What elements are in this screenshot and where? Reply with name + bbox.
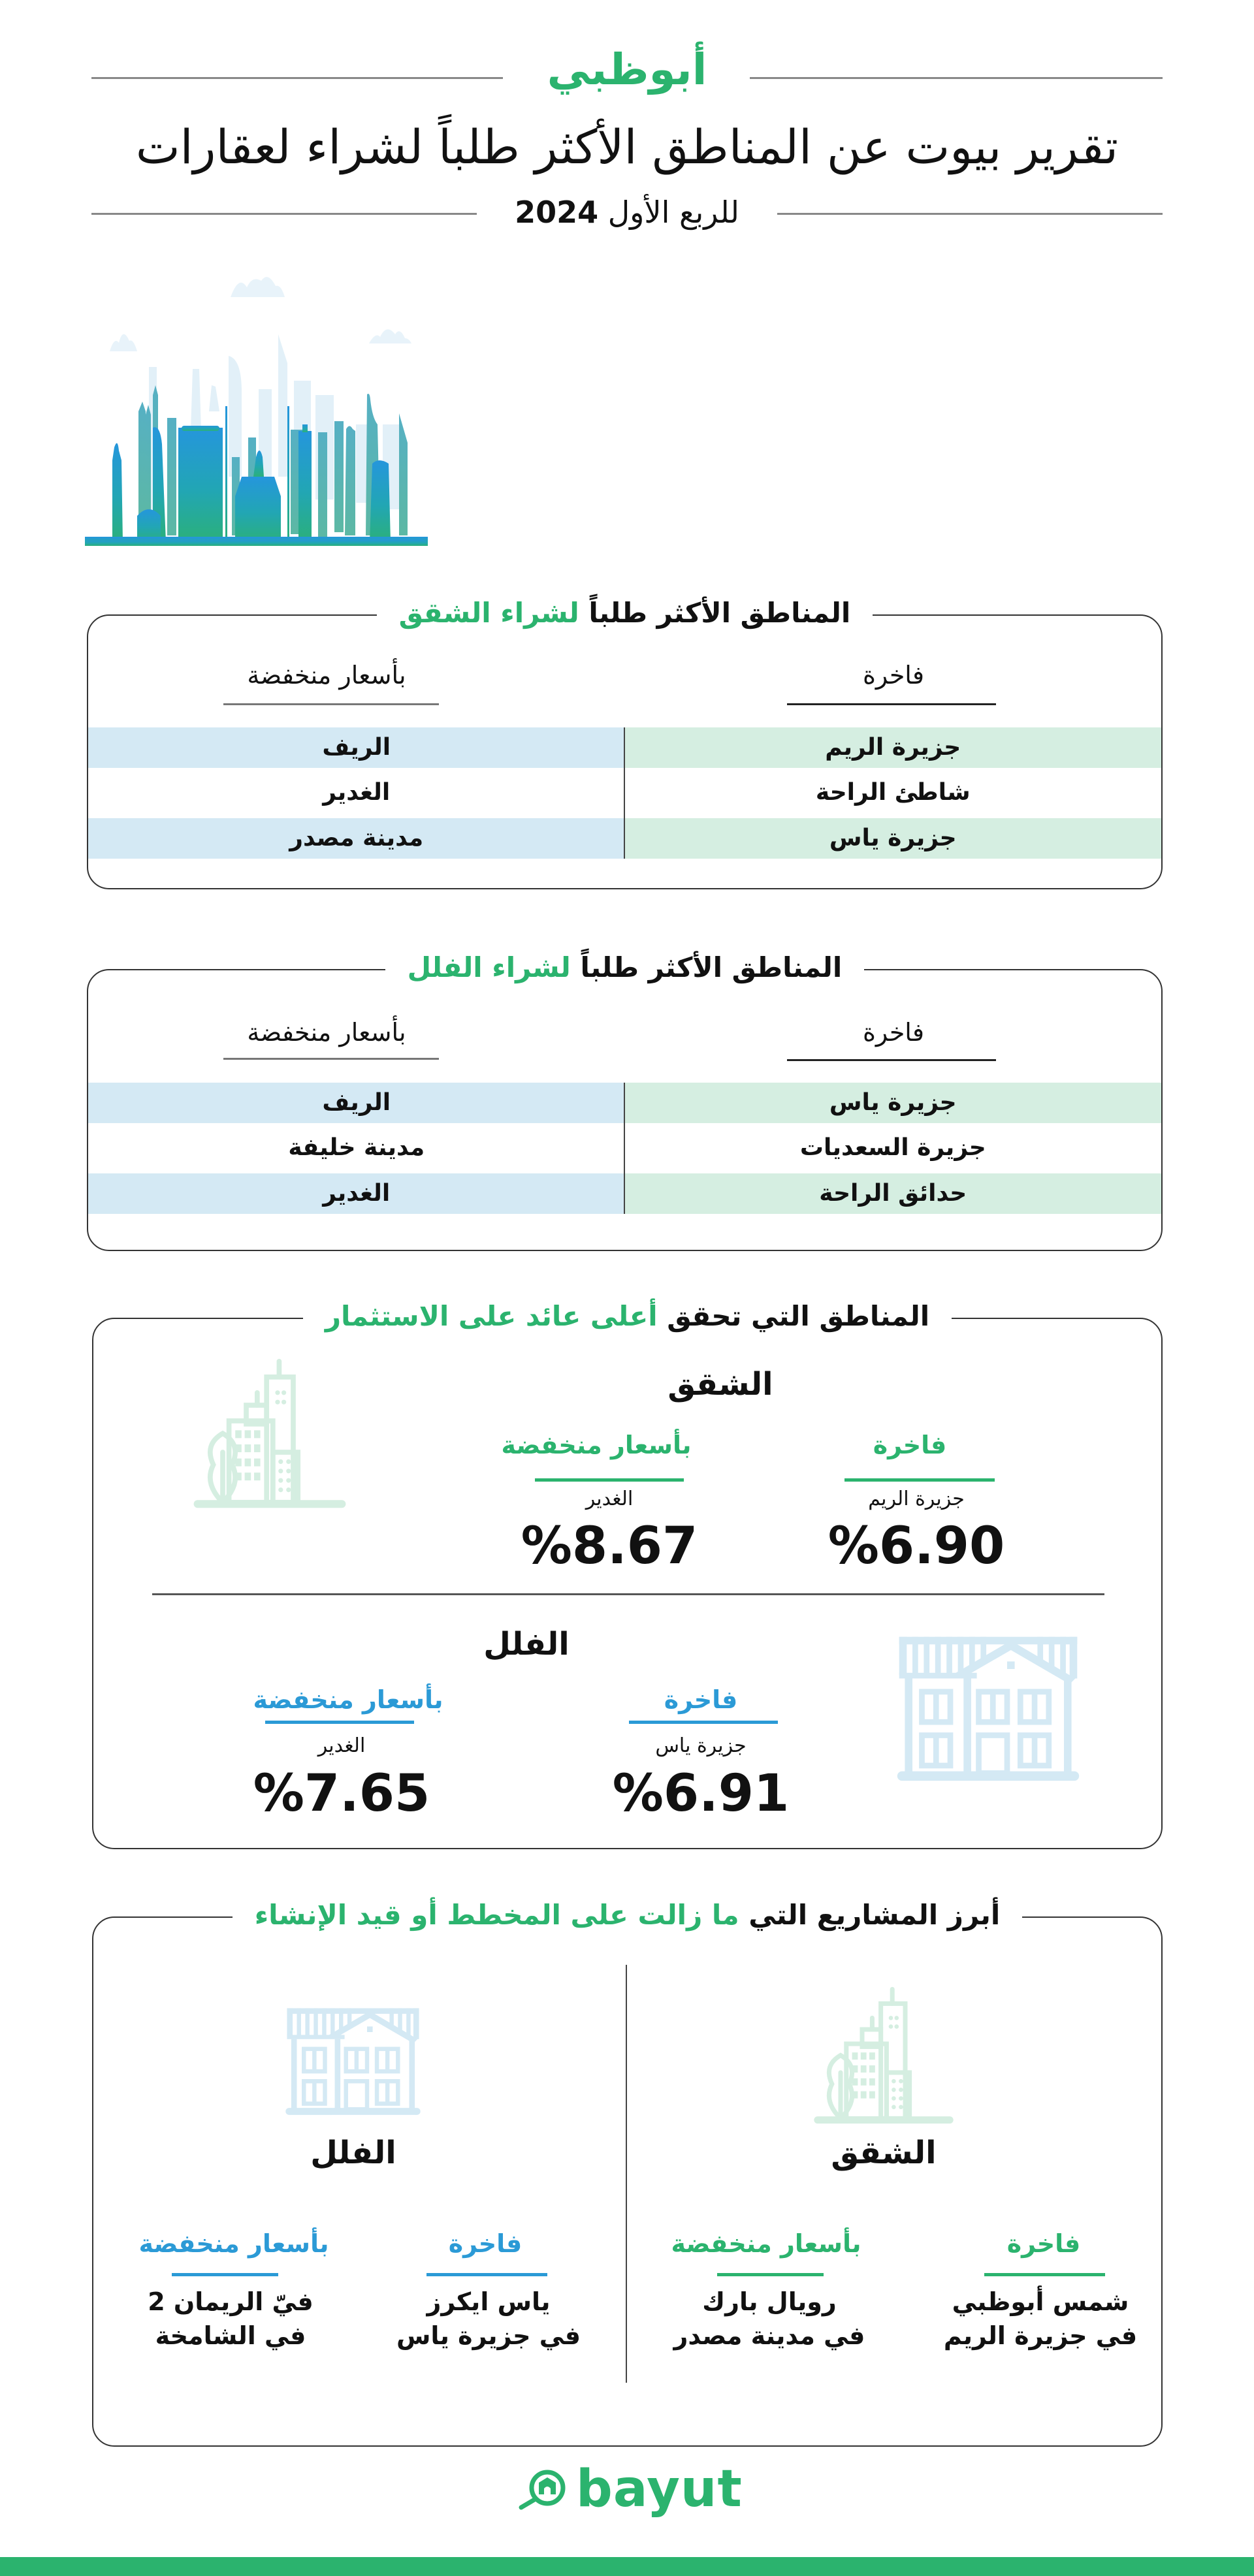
roi-apartments-luxury-value: %6.90 xyxy=(828,1517,1005,1576)
offplan-apartments-luxury-label: فاخرة xyxy=(1006,2229,1081,2258)
offplan-villas-affordable-project xyxy=(133,2285,329,2353)
project-location: في الشامخة xyxy=(155,2321,306,2350)
apartments-demand-title xyxy=(88,594,1161,633)
roi-apartments-affordable-label: بأسعار منخفضة xyxy=(501,1431,692,1459)
offplan-apartments-affordable-label: بأسعار منخفضة xyxy=(671,2229,861,2258)
column-header-luxury: فاخرة xyxy=(862,661,925,690)
affordable-area: مدينة خليفة xyxy=(288,1134,425,1161)
luxury-area: جزيرة ياس xyxy=(625,818,1162,859)
offplan-apartments-affordable-underline xyxy=(717,2273,824,2276)
roi-title xyxy=(93,1297,1161,1336)
roi-villas-luxury-area: جزيرة ياس xyxy=(655,1734,747,1757)
bayut-logo xyxy=(516,2460,743,2524)
offplan-villas-luxury-project xyxy=(387,2285,590,2353)
brand-wordmark: bayut xyxy=(576,2460,743,2519)
roi-apartments-affordable-area: الغدير xyxy=(585,1487,634,1510)
project-name: ياس ايكرز xyxy=(426,2287,551,2316)
column-header-luxury-underline xyxy=(787,1059,996,1061)
affordable-area: مدينة مصدر xyxy=(88,818,625,859)
column-header-luxury: فاخرة xyxy=(862,1018,925,1047)
offplan-villas-heading: الفلل xyxy=(310,2135,396,2171)
offplan-apartments-affordable-project xyxy=(668,2285,871,2353)
period-year: 2024 xyxy=(515,195,599,230)
villas-demand-title xyxy=(88,948,1161,987)
project-location: في جزيرة الريم xyxy=(943,2321,1138,2350)
offplan-villas-affordable-underline xyxy=(172,2273,278,2276)
project-location: في مدينة مصدر xyxy=(673,2321,865,2350)
roi-villas-affordable-area: الغدير xyxy=(317,1734,366,1757)
column-divider xyxy=(624,727,625,859)
title-prefix: المناطق التي تحقق xyxy=(667,1300,930,1332)
luxury-area: جزيرة ياس xyxy=(625,1083,1162,1123)
column-header-affordable: بأسعار منخفضة xyxy=(247,661,406,690)
affordable-area: الغدير xyxy=(323,779,391,806)
roi-apartments-heading: الشقق xyxy=(667,1366,773,1403)
roi-villas-affordable-label: بأسعار منخفضة xyxy=(253,1685,443,1714)
period-label: للربع الأول xyxy=(607,195,739,230)
villas-demand-card xyxy=(87,951,1163,1251)
luxury-area: جزيرة السعديات xyxy=(799,1134,986,1161)
title-highlight: لشراء الشقق xyxy=(398,597,579,629)
title-highlight: أعلى عائد على الاستثمار xyxy=(325,1300,658,1332)
offplan-projects-card xyxy=(92,1899,1163,2447)
offplan-apartments-heading: الشقق xyxy=(831,2135,937,2171)
column-divider xyxy=(624,1083,625,1214)
affordable-area: الريف xyxy=(88,1083,625,1123)
project-name: شمس أبوظبي xyxy=(952,2287,1129,2316)
apartment-building-icon xyxy=(191,1358,348,1515)
roi-apartments-luxury-underline xyxy=(844,1478,995,1482)
column-header-affordable-underline xyxy=(223,703,439,705)
offplan-title xyxy=(93,1896,1161,1935)
project-location: في جزيرة ياس xyxy=(396,2321,581,2350)
cloud-icon xyxy=(110,277,411,351)
offplan-villas-affordable-label: بأسعار منخفضة xyxy=(138,2229,329,2258)
column-header-affordable: بأسعار منخفضة xyxy=(247,1018,406,1047)
report-title: تقرير بيوت عن المناطق الأكثر طلباً لشراء لعقارات xyxy=(135,119,1119,174)
city-title: أبوظبي xyxy=(547,44,707,95)
roi-villas-luxury-label: فاخرة xyxy=(664,1685,738,1714)
roi-apartments-luxury-area: جزيرة الريم xyxy=(868,1487,965,1510)
apartment-building-icon xyxy=(812,1986,956,2130)
roi-villas-affordable-underline xyxy=(265,1721,414,1724)
roi-villas-luxury-underline xyxy=(629,1721,778,1724)
title-prefix: أبرز المشاريع التي xyxy=(748,1899,1001,1931)
offplan-villas-luxury-underline xyxy=(426,2273,547,2276)
affordable-area: الغدير xyxy=(88,1173,625,1214)
roi-section-divider xyxy=(152,1593,1104,1595)
title-prefix: المناطق الأكثر طلباً xyxy=(580,951,843,983)
offplan-apartments-luxury-underline xyxy=(984,2273,1105,2276)
roi-apartments-affordable-value: %8.67 xyxy=(521,1517,698,1576)
footer-brand-bar xyxy=(0,2557,1254,2576)
roi-apartments-affordable-underline xyxy=(535,1478,684,1482)
magnifier-house-icon xyxy=(516,2468,568,2514)
roi-villas-affordable-value: %7.65 xyxy=(253,1764,430,1823)
apartments-demand-card xyxy=(87,597,1163,889)
luxury-area: شاطئ الراحة xyxy=(815,779,971,806)
affordable-area: الريف xyxy=(88,727,625,768)
roi-card xyxy=(92,1300,1163,1849)
roi-villas-heading: الفلل xyxy=(483,1626,570,1662)
luxury-area: جزيرة الريم xyxy=(625,727,1162,768)
report-period xyxy=(0,189,1254,235)
title-highlight: لشراء الفلل xyxy=(407,951,571,983)
roi-villas-luxury-value: %6.91 xyxy=(612,1764,790,1823)
project-name: فيّ الريمان 2 xyxy=(148,2287,314,2316)
roi-apartments-luxury-label: فاخرة xyxy=(873,1431,947,1459)
column-header-affordable-underline xyxy=(223,1058,439,1060)
luxury-area: حدائق الراحة xyxy=(625,1173,1162,1214)
title-prefix: المناطق الأكثر طلباً xyxy=(588,597,851,629)
offplan-apartments-luxury-project xyxy=(942,2285,1138,2353)
abu-dhabi-skyline-illustration xyxy=(85,261,1169,562)
column-divider xyxy=(626,1965,627,2383)
project-name: رويال بارك xyxy=(702,2287,837,2316)
title-highlight: ما زالت على المخطط أو قيد الإنشاء xyxy=(254,1899,739,1931)
villa-house-icon xyxy=(283,1998,423,2122)
villa-house-icon xyxy=(893,1631,1083,1783)
offplan-villas-luxury-label: فاخرة xyxy=(448,2229,522,2258)
column-header-luxury-underline xyxy=(787,703,996,705)
